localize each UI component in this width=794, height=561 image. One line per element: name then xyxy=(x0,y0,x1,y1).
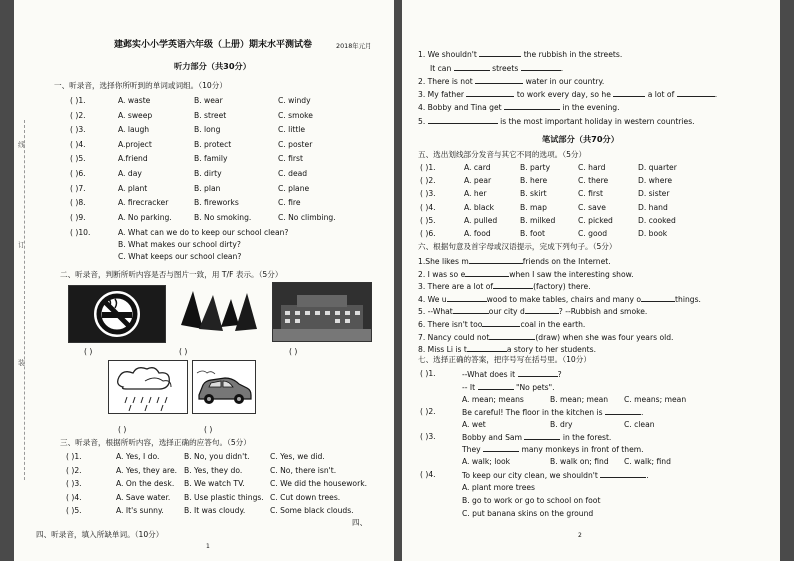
written-part-title: 笔试部分（共70分） xyxy=(542,134,619,144)
answer-blank[interactable] xyxy=(483,444,519,452)
binding-mark: 装 xyxy=(18,359,25,367)
answer-blank[interactable] xyxy=(482,319,520,327)
option-b: B. mean; mean xyxy=(550,395,609,404)
fill-text: to work every day, so he xyxy=(516,90,611,99)
section-1-title: 一、听录音，选择你所听到的单词或词组。（10分） xyxy=(54,81,227,90)
option-c: C. Some black clouds. xyxy=(270,506,354,516)
fill-text: . xyxy=(560,64,564,73)
fill-text: 2. There is not xyxy=(418,77,473,86)
exam-page-2 xyxy=(402,0,780,561)
q-number: ( )3. xyxy=(66,479,82,489)
fill-text: our city d xyxy=(488,307,525,317)
option-c: C. No climbing. xyxy=(278,212,336,222)
fill-text: 4. Bobby and Tina get xyxy=(418,103,502,112)
fill-line xyxy=(418,89,717,99)
answer-blank[interactable] xyxy=(447,294,487,302)
q-number: ( )1. xyxy=(66,452,82,461)
option-c: C. smoke xyxy=(278,110,313,120)
page-number: 1 xyxy=(206,543,210,550)
option-b: B. We watch TV. xyxy=(184,479,245,489)
option-b: B. here xyxy=(520,176,548,186)
answer-blank[interactable] xyxy=(465,269,509,277)
fill-line xyxy=(418,116,695,126)
q-number: ( )8. xyxy=(70,198,86,208)
q-number: ( )2. xyxy=(70,110,86,120)
section-6-title: 六、根据句意及首字母或汉语提示，完成下列句子。（5分） xyxy=(418,242,617,251)
answer-paren: ( ) xyxy=(84,347,93,356)
option-a: A. On the desk. xyxy=(116,479,175,489)
option-b: B. No, you didn't. xyxy=(184,452,250,461)
q-number: ( )2. xyxy=(66,465,82,475)
option-a: A. Yes, they are. xyxy=(116,465,178,475)
fill-text: friends on the Internet. xyxy=(522,257,611,266)
answer-blank[interactable] xyxy=(525,306,559,314)
answer-paren: ( ) xyxy=(204,425,213,434)
answer-blank[interactable] xyxy=(518,369,558,377)
option-b: B. Yes, they do. xyxy=(184,465,243,475)
option-a: A.friend xyxy=(118,154,148,164)
option-a: A. What can we do to keep our school clean? xyxy=(118,228,289,237)
option-c: C. good xyxy=(578,229,608,238)
answer-blank[interactable] xyxy=(453,306,489,314)
car-picture xyxy=(192,360,256,414)
fill-text: ? --Rubbish and smoke. xyxy=(558,307,648,317)
section-4-continued: 四、 xyxy=(352,518,368,527)
option-b: B. long xyxy=(194,125,221,135)
option-a: A. sweep xyxy=(118,110,153,120)
rain-clouds-picture xyxy=(108,360,188,414)
option-b: B. protect xyxy=(194,139,232,149)
answer-paren: ( ) xyxy=(179,347,188,356)
option-c: C. No, there isn't. xyxy=(270,465,337,475)
answer-blank[interactable] xyxy=(478,382,514,390)
fill-text: is the most important holiday in western countries. xyxy=(500,117,695,126)
answer-paren: ( ) xyxy=(118,425,127,434)
fill-line xyxy=(430,63,563,73)
option-a: A. pear xyxy=(464,176,492,186)
option-a: A. Save water. xyxy=(116,492,171,502)
fill-text: (draw) when she was four years old. xyxy=(535,332,674,342)
option-a: A. plant xyxy=(118,183,148,193)
fill-text: 4. We u xyxy=(418,294,447,304)
question-text: To keep our city clean, we shouldn't xyxy=(462,471,598,480)
fill-text: streets xyxy=(492,64,519,73)
option-c: C. What keeps our school clean? xyxy=(118,252,242,261)
option-c: C. clean xyxy=(624,420,655,429)
option-d: D. hand xyxy=(638,202,668,212)
option-a: A. wet xyxy=(462,420,486,429)
option-a: A. mean; means xyxy=(462,395,524,404)
option-b: B. skirt xyxy=(520,189,547,199)
q-number: ( )4. xyxy=(70,139,86,149)
trees-picture xyxy=(169,285,265,341)
question-line: To keep our city clean, we shouldn't . xyxy=(462,471,649,480)
option-a: A. walk; look xyxy=(462,457,511,466)
fill-text: (factory) there. xyxy=(533,282,591,292)
fill-text: 1. We shouldn't xyxy=(418,50,477,59)
question-line: --What does it ? xyxy=(462,370,562,379)
fill-text: coal in the earth. xyxy=(520,320,586,329)
q-number: ( )1. xyxy=(420,163,436,172)
option-a: A. card xyxy=(464,163,491,172)
option-b: B. Use plastic things. xyxy=(184,492,264,502)
option-c: C. We did the housework. xyxy=(270,479,368,489)
option-a: A. No parking. xyxy=(118,212,172,222)
section-3-title: 三、听录音，根据所听内容，选择正确的应答句。（5分） xyxy=(60,438,251,447)
fill-line xyxy=(418,76,604,86)
option-a: A. food xyxy=(464,229,491,238)
option-c: C. save xyxy=(578,202,606,212)
fill-text: 5. xyxy=(418,117,426,126)
q-number: ( )2. xyxy=(420,407,436,416)
option-b: B. milked xyxy=(520,215,556,225)
binding-mark: 订 xyxy=(18,241,25,249)
option-d: D. quarter xyxy=(638,163,677,172)
fill-text: 3. There are a lot of xyxy=(418,282,494,292)
answer-blank[interactable] xyxy=(493,281,533,289)
option-c: C. first xyxy=(278,154,303,164)
question-line xyxy=(462,432,611,442)
fill-line xyxy=(418,319,585,329)
option-c: C. first xyxy=(578,189,603,199)
exam-page-1 xyxy=(14,0,394,561)
answer-blank[interactable] xyxy=(469,256,523,264)
q-number: ( )9. xyxy=(70,212,86,222)
option-b: B. street xyxy=(194,110,227,120)
fill-line xyxy=(418,49,622,59)
option-d: D. cooked xyxy=(638,215,676,225)
q-number: ( )5. xyxy=(66,506,82,516)
option-c: C. Yes, we did. xyxy=(270,452,325,461)
option-c: C. there xyxy=(578,176,609,186)
question-text: --What does it xyxy=(462,370,516,379)
option-a: A. plant more trees xyxy=(462,483,535,492)
q-number: ( )4. xyxy=(420,202,436,212)
question-line: Be careful! The floor in the kitchen is . xyxy=(462,408,644,417)
question-text: "No pets". xyxy=(515,383,555,392)
question-text: Bobby and Sam xyxy=(462,433,522,442)
fill-text: the rubbish in the streets. xyxy=(523,50,623,59)
fill-text: when I saw the interesting show. xyxy=(509,269,634,279)
fill-text: 7. Nancy could not xyxy=(418,332,490,342)
fill-line xyxy=(418,269,634,279)
option-b: B. It was cloudy. xyxy=(184,506,246,516)
answer-blank[interactable] xyxy=(454,63,490,71)
option-d: D. book xyxy=(638,229,668,238)
question-text: Be careful! The floor in the kitchen is xyxy=(462,408,603,417)
binding-mark: 线 xyxy=(18,141,25,149)
question-text: They xyxy=(462,445,481,454)
option-b: B. foot xyxy=(520,229,545,238)
q-number: ( )6. xyxy=(420,229,436,238)
option-a: A. day xyxy=(118,169,142,178)
answer-blank[interactable] xyxy=(466,89,514,97)
binding-line xyxy=(24,120,25,480)
q-number: ( )3. xyxy=(70,125,86,135)
option-c: C. picked xyxy=(578,215,613,225)
answer-blank[interactable] xyxy=(489,332,535,340)
section-2-title: 二、听录音，判断所听内容是否与图片一致，用 T/F 表示。（5分） xyxy=(60,270,283,279)
option-b: B. family xyxy=(194,154,228,164)
answer-blank[interactable] xyxy=(641,294,675,302)
q-number: ( )3. xyxy=(420,189,436,199)
section-7-title: 七、选择正确的答案，把序号写在括号里。（10分） xyxy=(418,355,591,364)
option-b: B. dry xyxy=(550,420,573,429)
answer-blank[interactable] xyxy=(521,63,564,73)
answer-blank[interactable] xyxy=(677,89,718,99)
fill-line xyxy=(418,332,673,342)
option-c: C. little xyxy=(278,125,306,135)
no-smoking-picture xyxy=(68,285,166,343)
option-a: A.project xyxy=(118,139,152,149)
option-a: A. Yes, I do. xyxy=(116,452,160,461)
option-c: C. plane xyxy=(278,183,310,193)
q-number: ( )1. xyxy=(70,96,86,105)
fill-text: 6. There isn't too xyxy=(418,320,483,329)
fill-text: . xyxy=(714,90,718,99)
q-number: ( )1. xyxy=(420,369,436,378)
question-text: -- It xyxy=(462,383,476,392)
q-number: ( )3. xyxy=(420,432,436,441)
fill-text: a story to her students. xyxy=(506,345,596,355)
section-4-title: 四、听录音，填入所缺单词。（10分） xyxy=(36,530,164,539)
option-b: B. No smoking. xyxy=(194,212,252,222)
fill-text: in the evening. xyxy=(562,103,620,112)
q-number: ( )4. xyxy=(66,492,82,502)
question-line xyxy=(462,382,555,392)
option-b: B. walk on; find xyxy=(550,457,609,466)
option-a: A. pulled xyxy=(464,215,498,225)
fill-text: 2. I was so e xyxy=(418,269,466,279)
q-number: ( )4. xyxy=(420,470,436,479)
fill-text: 8. Miss Li is t xyxy=(418,345,467,355)
option-c: C. dead xyxy=(278,169,308,178)
answer-blank[interactable] xyxy=(524,432,560,440)
exam-date: 2018年元月 xyxy=(336,42,372,50)
q-number: ( )10. xyxy=(70,228,91,237)
q-number: ( )5. xyxy=(420,215,436,225)
option-b: B. fireworks xyxy=(194,198,239,208)
option-b: B. go to work or go to school on foot xyxy=(462,496,601,505)
option-c: C. hard xyxy=(578,163,606,172)
answer-blank[interactable] xyxy=(467,344,507,352)
answer-blank[interactable] xyxy=(504,102,560,110)
option-d: D. sister xyxy=(638,189,670,199)
option-c: C. windy xyxy=(278,96,311,105)
q-number: ( )6. xyxy=(70,169,86,178)
building-picture xyxy=(272,282,372,342)
option-b: B. What makes our school dirty? xyxy=(118,240,241,249)
fill-line xyxy=(418,281,591,291)
answer-blank[interactable] xyxy=(600,470,646,478)
question-text: in the forest. xyxy=(562,433,612,442)
option-c: C. means; mean xyxy=(624,395,687,404)
question-line xyxy=(462,444,644,454)
listening-part-title: 听力部分（共30分） xyxy=(174,61,251,71)
option-c: C. put banana skins on the ground xyxy=(462,509,594,518)
answer-paren: ( ) xyxy=(289,347,298,356)
fill-text: things. xyxy=(675,294,701,304)
option-a: A. laugh xyxy=(118,125,150,135)
page-number: 2 xyxy=(578,532,582,539)
option-c: C. Cut down trees. xyxy=(270,492,341,502)
option-a: A. her xyxy=(464,189,487,199)
section-5-title: 五、选出划线部分发音与其它不同的选项。（5分） xyxy=(418,150,587,159)
question-text: many monkeys in front of them. xyxy=(521,445,644,454)
fill-text: water in our country. xyxy=(525,77,605,86)
option-c: C. poster xyxy=(278,139,313,149)
option-b: B. plan xyxy=(194,183,221,193)
option-a: A. black xyxy=(464,202,495,212)
answer-blank[interactable] xyxy=(475,76,523,84)
option-a: A. waste xyxy=(118,96,151,105)
answer-blank[interactable] xyxy=(613,89,645,97)
q-number: ( )2. xyxy=(420,176,436,186)
q-number: ( )5. xyxy=(70,154,86,164)
option-c: C. fire xyxy=(278,198,301,208)
option-b: B. wear xyxy=(194,96,223,105)
fill-line xyxy=(418,256,611,266)
fill-text: 3. My father xyxy=(418,90,465,99)
fill-text: a lot of xyxy=(647,90,675,99)
fill-line xyxy=(418,306,647,316)
answer-blank[interactable] xyxy=(428,116,498,124)
option-b: B. map xyxy=(520,202,547,212)
option-a: A. It's sunny. xyxy=(116,506,164,516)
q-number: ( )7. xyxy=(70,183,86,193)
fill-line xyxy=(418,344,596,354)
option-c: C. walk; find xyxy=(624,457,671,466)
fill-text: It can xyxy=(430,64,452,73)
fill-text: 5. --What xyxy=(418,307,453,317)
fill-text: 1.She likes m xyxy=(418,257,469,266)
option-a: A. firecracker xyxy=(118,198,169,208)
fill-line xyxy=(418,294,701,304)
option-b: B. dirty xyxy=(194,169,222,178)
exam-title: 建邺实小小学英语六年级（上册）期末水平测试卷 xyxy=(114,40,313,50)
fill-line xyxy=(418,102,620,112)
answer-blank[interactable] xyxy=(479,49,521,57)
option-b: B. party xyxy=(520,163,551,172)
fill-text: wood to make tables, chairs and many o xyxy=(486,294,642,304)
answer-blank[interactable] xyxy=(605,407,641,415)
option-d: D. where xyxy=(638,176,672,186)
